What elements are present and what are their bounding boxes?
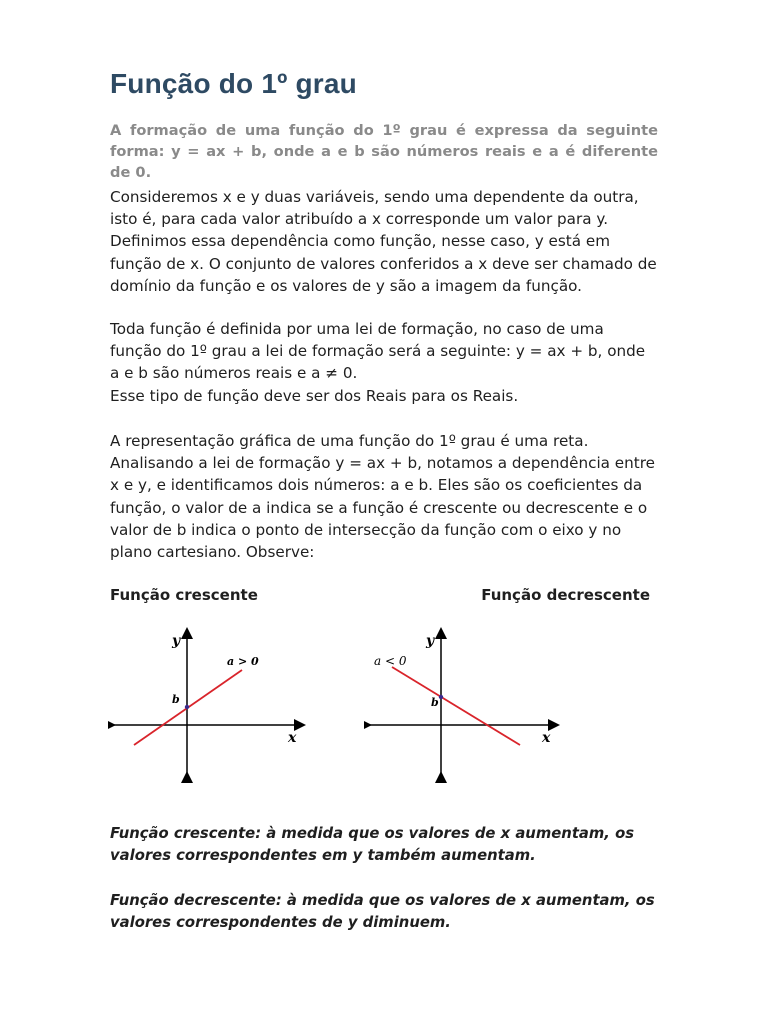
a-label: a < 0 xyxy=(374,654,407,668)
b-label: b xyxy=(172,693,180,706)
decreasing-line xyxy=(392,667,520,745)
graph-crescente xyxy=(108,625,308,785)
note-decrescente: Função decrescente: à medida que os valores de x aumentam, os valores correspondentes de y diminuem. xyxy=(110,892,655,931)
note-crescente: Função crescente: à medida que os valores de x aumentam, os valores correspondentes em y também aumentam. xyxy=(110,825,635,864)
b-intercept-point xyxy=(185,705,189,709)
y-axis-label: y xyxy=(172,633,181,649)
graph-title-crescente: Função crescente xyxy=(110,586,258,604)
x-axis-label: x xyxy=(542,730,551,746)
intro-paragraph: A formação de uma função do 1º grau é expressa da seguinte forma: y = ax + b, onde a e b são números reais e a é diferente de 0. xyxy=(110,122,658,181)
reals-text: Esse tipo de função deve ser dos Reais para os Reais. xyxy=(110,386,519,405)
b-intercept-point xyxy=(439,695,443,699)
paragraph-graphic-representation: A representação gráfica de uma função do 1º grau é uma reta. Analisando a lei de formação y = ax + b, notamos a dependência entre x e y, e identificamos dois números: a e b. Eles são os coeficientes da função, o valor de a indica se a função é crescente ou decrescente e o valor de b indica o ponto de intersecção da função com o eixo y no plano cartesiano. Observe: xyxy=(110,432,655,562)
paragraph-formation-law xyxy=(110,318,658,407)
x-axis-label: x xyxy=(288,730,297,746)
b-label: b xyxy=(431,696,439,709)
graph-title-decrescente: Função decrescente xyxy=(481,586,650,604)
paragraph-definition: Consideremos x e y duas variáveis, sendo uma dependente da outra, isto é, para cada valor atribuído a x corresponde um valor para y. Definimos essa dependência como função, nesse caso, y está em função de x. O conjunto de valores conferidos a x deve ser chamado de domínio da função e os valores de y são a imagem da função. xyxy=(110,188,657,295)
formation-law-text: Toda função é definida por uma lei de formação, no caso de uma função do 1º grau a lei de formação será a seguinte: y = ax + b, onde a e b são números reais e a ≠ 0. xyxy=(110,320,646,383)
graph-decrescente xyxy=(364,625,564,785)
y-axis-label: y xyxy=(426,633,435,649)
page-title: Função do 1º grau xyxy=(110,68,357,99)
a-label: a > 0 xyxy=(227,655,259,668)
